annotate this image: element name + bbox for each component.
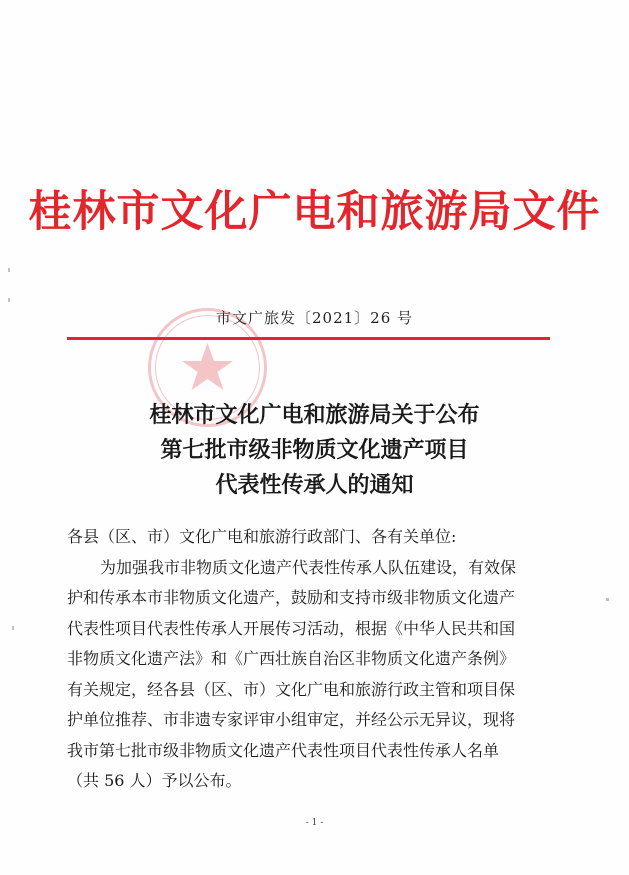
red-divider-line	[67, 337, 550, 340]
notice-body	[67, 522, 557, 797]
notice-title-line: 第七批市级非物质文化遗产项目	[160, 437, 469, 463]
scan-speck	[12, 626, 14, 630]
paragraph-line: 我市第七批市级非物质文化遗产代表性项目代表性传承人名单	[67, 740, 500, 760]
document-number: 市文广旅发〔2021〕26 号	[215, 309, 414, 327]
seal-star-icon	[182, 343, 233, 390]
paragraph-line: 代表性项目代表性传承人开展传习活动，根据《中华人民共和国	[67, 618, 516, 638]
page-number: - 1 -	[305, 818, 324, 828]
paragraph-line: （共 56 人）予以公布。	[67, 771, 242, 790]
paragraph-line: 有关规定，经各县（区、市）文化广电和旅游行政主管和项目保	[67, 679, 516, 699]
scan-speck	[8, 268, 10, 272]
paragraph-line: 非物质文化遗产法》和《广西壮族自治区非物质文化遗产条例》	[67, 649, 516, 668]
notice-title	[0, 398, 629, 503]
notice-title-line: 桂林市文化广电和旅游局关于公布	[149, 402, 480, 428]
addressee-line: 各县（区、市）文化广电和旅游行政部门、各有关单位:	[67, 527, 457, 546]
scan-speck	[606, 598, 609, 601]
paragraph-line: 为加强我市非物质文化遗产代表性传承人队伍建设，有效保	[100, 557, 517, 577]
paragraph-line: 护单位推荐、市非遗专家评审小组审定，并经公示无异议，现将	[67, 710, 516, 729]
scan-speck	[8, 298, 10, 302]
issuer-header-title: 桂林市文化广电和旅游局文件	[28, 187, 601, 237]
notice-title-line: 代表性传承人的通知	[215, 472, 414, 498]
paragraph-line: 护和传承本市非物质文化遗产，鼓励和支持市级非物质文化遗产	[67, 588, 516, 607]
